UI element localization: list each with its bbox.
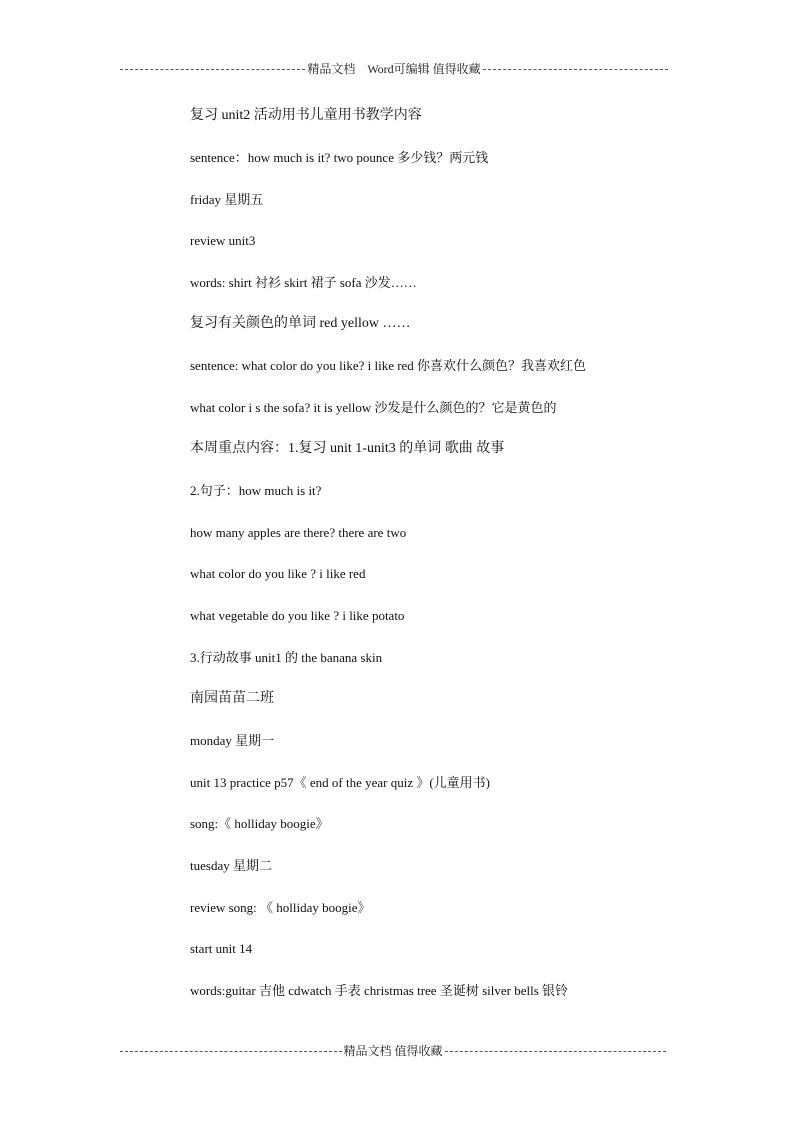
body-line: 复习 unit2 活动用书儿童用书教学内容: [190, 108, 422, 123]
body-line: 2.句子：how much is it?: [190, 483, 322, 498]
body-line: review unit3: [190, 233, 256, 248]
body-line: sentence：how much is it? two pounce 多少钱？两元钱: [190, 150, 489, 165]
body-line: unit 13 practice p57《 end of the year quiz 》(儿童用书): [190, 775, 490, 790]
body-line: what vegetable do you like ? i like potato: [190, 608, 405, 623]
body-line: words:guitar 吉他 cdwatch 手表 christmas tree 圣诞树 silver bells 银铃: [190, 983, 569, 998]
body-line: 复习有关颜色的单词 red yellow ……: [190, 316, 411, 331]
footer-rule-right: [445, 1051, 667, 1052]
page-header: [120, 60, 668, 77]
header-text: 精品文档 Word可编辑 值得收藏: [307, 62, 481, 76]
page-footer: [120, 1042, 666, 1059]
body-line: monday 星期一: [190, 733, 275, 748]
header-rule-left: [120, 69, 305, 70]
body-line: tuesday 星期二: [190, 858, 272, 873]
body-line: what color i s the sofa? it is yellow 沙发是什么颜色的？它是黄色的: [190, 400, 557, 415]
body-line: sentence: what color do you like? i like red 你喜欢什么颜色？我喜欢红色: [190, 358, 587, 373]
body-line: review song: 《 holliday boogie》: [190, 900, 371, 915]
body-line: how many apples are there? there are two: [190, 525, 407, 540]
body-line: what color do you like ? i like red: [190, 566, 366, 581]
body-line: 本周重点内容：1.复习 unit 1-unit3 的单词 歌曲 故事: [190, 441, 505, 456]
header-rule-right: [483, 69, 668, 70]
body-line: song:《 holliday boogie》: [190, 816, 329, 831]
body-line: friday 星期五: [190, 192, 264, 207]
footer-text: 精品文档 值得收藏: [343, 1044, 443, 1058]
footer-rule-left: [120, 1051, 342, 1052]
body-line: 3.行动故事 unit1 的 the banana skin: [190, 650, 383, 665]
body-line: start unit 14: [190, 941, 253, 956]
body-line: 南园苗苗二班: [190, 691, 274, 706]
body-line: words: shirt 衬衫 skirt 裙子 sofa 沙发……: [190, 275, 417, 290]
